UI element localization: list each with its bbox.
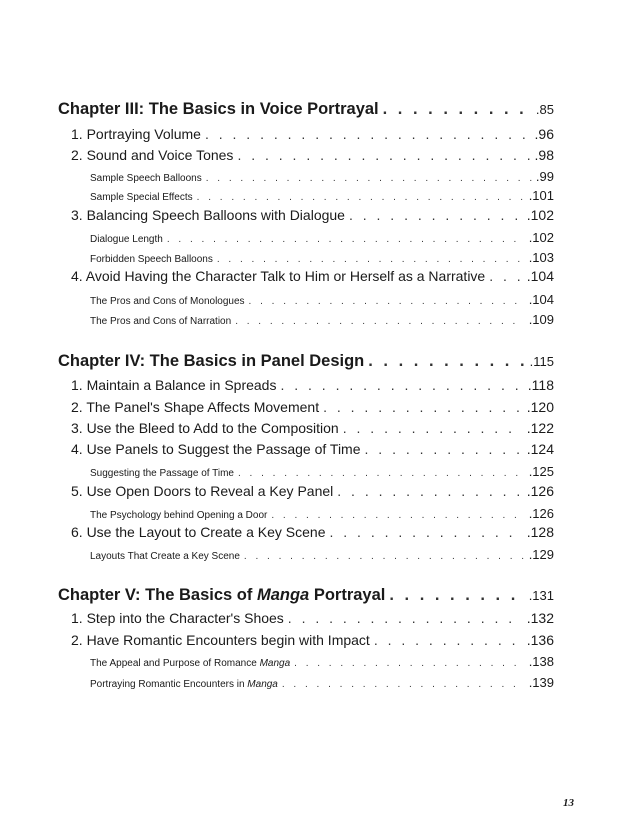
page-ref: .136 [526,632,554,648]
dot-leader [206,173,532,184]
page-ref: .125 [528,464,554,479]
dot-leader [238,468,525,479]
dot-leader [249,296,525,307]
entry-label: The Pros and Cons of Monologues [90,296,245,307]
toc-section [58,268,554,284]
page-ref: .132 [526,610,554,626]
page-ref: .128 [526,524,554,540]
toc-section [58,126,554,142]
page-ref: .139 [528,675,554,690]
dot-leader [330,524,523,540]
dot-leader [368,352,525,371]
chapter-title-text: Portrayal [309,586,386,604]
page-ref: .96 [534,126,554,142]
toc-subsection [58,250,554,265]
toc-section [58,147,554,163]
toc-subsection [58,675,554,690]
page-ref: .120 [526,399,554,415]
page-ref: .104 [526,268,554,284]
dot-leader [389,586,524,605]
chapter-title-emphasis: Manga [256,586,310,604]
page-ref: .131 [528,588,554,603]
page-ref: .98 [534,147,554,163]
dot-leader [383,100,532,119]
chapter-heading [58,352,554,371]
page-ref: .129 [528,547,554,562]
dot-leader [205,126,531,142]
toc-subsection [58,547,554,562]
dot-leader [349,207,523,223]
page-ref: .138 [528,654,554,669]
entry-label [58,658,290,669]
page-ref: .103 [528,250,554,265]
toc-subsection [58,169,554,184]
page-ref: .102 [526,207,554,223]
dot-leader [217,254,525,265]
page-ref: .104 [528,292,554,307]
toc-section [58,610,554,626]
toc-section [58,399,554,415]
toc-subsection [58,230,554,245]
chapter-title: Chapter III: The Basics in Voice Portrayal [58,100,379,118]
toc-subsection [58,506,554,521]
entry-label: Suggesting the Passage of Time [90,468,234,479]
dot-leader [282,679,525,690]
page-ref: .124 [526,441,554,457]
dot-leader [323,399,523,415]
entry-label: 2. Sound and Voice Tones [71,147,234,163]
page-ref: .126 [526,483,554,499]
chapter-title-text: Chapter V: The Basics of [58,586,257,604]
dot-leader [235,316,525,327]
entry-label: Sample Special Effects [90,192,193,203]
page-ref: .122 [526,420,554,436]
page-ref: .101 [528,188,554,203]
entry-label: 1. Step into the Character's Shoes [71,610,284,626]
entry-label-text: Portraying Romantic Encounters in [90,679,248,690]
toc-section [58,632,554,648]
dot-leader [280,377,523,393]
entry-label-text: The Appeal and Purpose of Romance [90,658,260,669]
entry-label: The Psychology behind Opening a Door [90,510,268,521]
page-ref: .99 [535,169,554,184]
entry-label: 1. Portraying Volume [71,126,201,142]
entry-label-emphasis: Manga [247,679,278,690]
entry-label: 6. Use the Layout to Create a Key Scene [71,524,326,540]
page-ref: .102 [528,230,554,245]
toc-section [58,377,554,393]
entry-label: 3. Balancing Speech Balloons with Dialogue [71,207,345,223]
dot-leader [167,234,525,245]
dot-leader [343,420,523,436]
toc-subsection [58,292,554,307]
toc-section [58,483,554,499]
dot-leader [288,610,523,626]
dot-leader [337,483,522,499]
entry-label: 5. Use Open Doors to Reveal a Key Panel [71,483,334,499]
chapter-title: Chapter IV: The Basics in Panel Design [58,352,365,370]
entry-label: 3. Use the Bleed to Add to the Composition [71,420,339,436]
chapter-heading [58,586,554,605]
page-ref: .126 [528,506,554,521]
toc-subsection [58,312,554,327]
dot-leader [271,510,524,521]
entry-label [58,679,278,690]
chapter-heading [58,100,554,119]
dot-leader [294,658,525,669]
entry-label: 4. Avoid Having the Character Talk to Him or Herself as a Narrative [71,268,486,284]
entry-label-emphasis: Manga [259,658,291,669]
dot-leader [244,551,525,562]
entry-label: 4. Use Panels to Suggest the Passage of Time [71,441,361,457]
dot-leader [365,441,523,457]
page-ref: .85 [535,102,554,117]
entry-label: 1. Maintain a Balance in Spreads [71,377,277,393]
page-ref: .118 [527,377,554,393]
chapter-title [58,586,385,605]
entry-label: Layouts That Create a Key Scene [90,551,240,562]
toc-section [58,207,554,223]
entry-label: 2. Have Romantic Encounters begin with Impact [71,632,370,648]
entry-label: The Pros and Cons of Narration [90,316,232,327]
page-ref: .115 [529,354,554,369]
page-ref: .109 [528,312,554,327]
toc-subsection [58,654,554,669]
toc-subsection [58,188,554,203]
page-number: 13 [563,797,574,809]
entry-label: Sample Speech Balloons [90,173,202,184]
entry-label: Forbidden Speech Balloons [90,254,213,265]
dot-leader [197,192,525,203]
dot-leader [489,268,523,284]
entry-label: 2. The Panel's Shape Affects Movement [71,399,320,415]
toc-section [58,420,554,436]
dot-leader [237,147,530,163]
dot-leader [374,632,523,648]
entry-label: Dialogue Length [90,234,163,245]
toc-section [58,441,554,457]
toc-section [58,524,554,540]
toc-subsection [58,464,554,479]
